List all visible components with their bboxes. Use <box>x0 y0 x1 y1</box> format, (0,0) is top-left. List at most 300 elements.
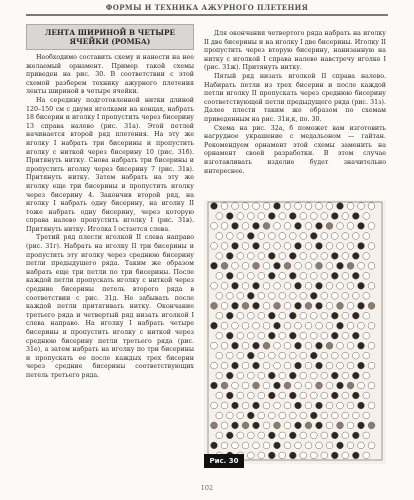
bead <box>216 372 223 379</box>
bead <box>358 223 365 230</box>
bead <box>352 233 359 240</box>
bead <box>253 203 260 210</box>
bead <box>300 412 307 419</box>
bead <box>295 302 302 309</box>
bead <box>226 332 233 339</box>
bead <box>331 233 338 240</box>
bead <box>242 243 249 250</box>
bead <box>221 322 228 329</box>
bead <box>221 422 228 429</box>
bead <box>226 292 233 299</box>
bead <box>242 422 249 429</box>
bead <box>247 233 254 240</box>
bead <box>352 372 359 379</box>
bead <box>284 362 291 369</box>
page-number: 102 <box>200 484 214 492</box>
bead <box>337 342 344 349</box>
bead <box>305 362 312 369</box>
bead <box>237 432 244 439</box>
bead <box>321 312 328 319</box>
bead <box>331 432 338 439</box>
bead <box>221 243 228 250</box>
bead <box>263 322 270 329</box>
bead <box>321 213 328 220</box>
bead <box>258 432 265 439</box>
bead <box>342 372 349 379</box>
bead <box>310 312 317 319</box>
bead <box>337 262 344 269</box>
bead <box>258 312 265 319</box>
bead <box>263 243 270 250</box>
bead <box>258 392 265 399</box>
bead <box>221 442 228 449</box>
bead <box>316 442 323 449</box>
bead <box>274 243 281 250</box>
bead <box>342 452 349 459</box>
bead <box>279 213 286 220</box>
bead <box>310 332 317 339</box>
bead <box>232 243 239 250</box>
bead <box>216 392 223 399</box>
bead <box>337 243 344 250</box>
bead <box>363 253 370 260</box>
bead <box>342 272 349 279</box>
bead <box>263 342 270 349</box>
bead <box>253 362 260 369</box>
bead <box>279 272 286 279</box>
bead <box>263 382 270 389</box>
bead <box>368 382 375 389</box>
bead <box>310 233 317 240</box>
bead <box>337 203 344 210</box>
bead <box>289 412 296 419</box>
bead <box>368 262 375 269</box>
bead <box>342 213 349 220</box>
bead <box>221 302 228 309</box>
bead <box>211 282 218 289</box>
bead <box>274 282 281 289</box>
bead <box>305 442 312 449</box>
bead <box>326 402 333 409</box>
bead <box>295 203 302 210</box>
bead <box>274 262 281 269</box>
bead <box>284 203 291 210</box>
bead <box>321 272 328 279</box>
bead <box>337 422 344 429</box>
bead <box>321 372 328 379</box>
bead <box>211 422 218 429</box>
bead <box>242 223 249 230</box>
bead <box>211 442 218 449</box>
bead <box>284 302 291 309</box>
bead <box>316 203 323 210</box>
bead <box>331 312 338 319</box>
bead <box>352 312 359 319</box>
bead <box>326 302 333 309</box>
left-column <box>26 24 194 381</box>
bead <box>316 342 323 349</box>
bead <box>232 322 239 329</box>
bead <box>300 233 307 240</box>
bead <box>253 302 260 309</box>
bead <box>232 203 239 210</box>
paragraph: Схема на рис. 32а, б поможет вам изготовить нагрудное украшение с медальоном — гайтан. Рекомендуем орнамент этой схемы заменить на орнамент своей разработки. В этом случае изготавливать изделие будет значительно интереснее. <box>204 124 386 175</box>
bead <box>226 272 233 279</box>
bead <box>211 382 218 389</box>
bead <box>279 233 286 240</box>
bead <box>232 262 239 269</box>
bead <box>226 253 233 260</box>
bead <box>316 262 323 269</box>
bead <box>242 362 249 369</box>
bead <box>258 253 265 260</box>
section-title-box <box>26 24 194 50</box>
bead <box>310 432 317 439</box>
bead <box>363 452 370 459</box>
bead <box>284 422 291 429</box>
bead <box>279 352 286 359</box>
bead <box>295 322 302 329</box>
bead <box>216 332 223 339</box>
bead <box>226 213 233 220</box>
bead <box>253 282 260 289</box>
bead <box>258 412 265 419</box>
bead <box>263 302 270 309</box>
bead <box>232 422 239 429</box>
bead <box>226 412 233 419</box>
bead <box>310 392 317 399</box>
bead <box>237 392 244 399</box>
bead <box>216 312 223 319</box>
bead <box>289 213 296 220</box>
bead <box>253 322 260 329</box>
bead <box>368 422 375 429</box>
bead <box>305 422 312 429</box>
bead <box>232 382 239 389</box>
bead <box>358 243 365 250</box>
bead <box>268 253 275 260</box>
bead <box>247 452 254 459</box>
bead <box>326 342 333 349</box>
figure-label: Рис. 30 <box>204 454 244 468</box>
bead <box>295 282 302 289</box>
bead <box>358 442 365 449</box>
bead <box>300 213 307 220</box>
bead <box>221 282 228 289</box>
bead <box>242 342 249 349</box>
right-column <box>204 30 386 176</box>
bead <box>347 282 354 289</box>
bead <box>211 402 218 409</box>
bead <box>347 382 354 389</box>
bead <box>305 203 312 210</box>
header-rule <box>26 14 388 16</box>
bead <box>358 422 365 429</box>
bead <box>279 452 286 459</box>
bead <box>363 332 370 339</box>
bead <box>342 392 349 399</box>
bead <box>253 402 260 409</box>
bead <box>368 223 375 230</box>
bead <box>247 372 254 379</box>
bead <box>268 412 275 419</box>
bead <box>232 342 239 349</box>
bead <box>342 292 349 299</box>
bead <box>326 223 333 230</box>
bead <box>342 332 349 339</box>
bead <box>347 203 354 210</box>
bead <box>274 302 281 309</box>
bead <box>363 292 370 299</box>
bead <box>237 292 244 299</box>
bead <box>253 243 260 250</box>
bead <box>279 292 286 299</box>
bead <box>253 382 260 389</box>
bead <box>316 282 323 289</box>
bead <box>305 262 312 269</box>
bead <box>347 362 354 369</box>
bead <box>263 203 270 210</box>
bead <box>284 402 291 409</box>
bead <box>305 382 312 389</box>
bead <box>289 272 296 279</box>
bead <box>284 282 291 289</box>
bead <box>352 253 359 260</box>
bead <box>279 372 286 379</box>
bead <box>337 442 344 449</box>
bead <box>310 412 317 419</box>
bead <box>347 262 354 269</box>
bead <box>326 243 333 250</box>
bead <box>221 203 228 210</box>
bead <box>342 233 349 240</box>
bead <box>211 243 218 250</box>
bead <box>274 362 281 369</box>
bead <box>268 372 275 379</box>
bead <box>310 352 317 359</box>
bead <box>300 292 307 299</box>
bead <box>274 442 281 449</box>
bead <box>284 243 291 250</box>
bead <box>342 412 349 419</box>
bead <box>274 322 281 329</box>
bead <box>352 332 359 339</box>
bead <box>342 352 349 359</box>
bead <box>300 432 307 439</box>
bead <box>247 352 254 359</box>
bead <box>274 223 281 230</box>
bead <box>247 392 254 399</box>
bead <box>268 432 275 439</box>
bead <box>363 372 370 379</box>
bead <box>342 253 349 260</box>
bead <box>331 332 338 339</box>
bead <box>295 422 302 429</box>
paragraph: Необходимо составить схему и нанести на нее желаемый орнамент. Пример такой схемы приведен на рис. 30. В соответствии с этой схемой разберем технику ажурного плетения ленты шириной в четыре ячейки. <box>26 54 194 96</box>
bead <box>300 332 307 339</box>
bead <box>221 382 228 389</box>
bead <box>268 352 275 359</box>
bead <box>221 223 228 230</box>
bead <box>326 442 333 449</box>
bead <box>363 233 370 240</box>
bead <box>216 272 223 279</box>
paragraph: На середину подготовленной нитки длиной 120–150 см с двумя иголками на концах, набрать 18 бисерин и иголку I пропустить через бисерину 13 справа налево (рис. 31а). Этой петлей начинается второй ряд плетения. На эту же иголку I набрать три бисерины и пропустить иголку с ниткой через бисерину 10 (рис. 31б). Притянуть нитку. Снова набрать три бисерины и пропустить иголку через бисерину 7 (рис. 31в). Притянуть нитку. Затем набрать на эту же иголку еще три бисерины и пропустить иголку через бисерину 4. Закончив второй ряд, на иголку I набрать одну бисерину, на иголку II тоже набрать одну бисерину, через которую справа налево пропустить иголку I (рис. 31в). Притянуть нитку. Иголка I остается слева. <box>26 96 194 233</box>
bead <box>310 292 317 299</box>
bead <box>305 342 312 349</box>
bead <box>216 432 223 439</box>
bead <box>321 352 328 359</box>
bead <box>368 243 375 250</box>
bead <box>368 402 375 409</box>
bead <box>263 262 270 269</box>
bead <box>242 282 249 289</box>
bead <box>232 402 239 409</box>
bead <box>358 203 365 210</box>
bead <box>352 452 359 459</box>
bead <box>221 362 228 369</box>
bead <box>295 262 302 269</box>
bead <box>289 233 296 240</box>
bead <box>352 272 359 279</box>
bead <box>352 432 359 439</box>
bead <box>326 422 333 429</box>
bead <box>216 412 223 419</box>
bead <box>368 302 375 309</box>
bead <box>226 312 233 319</box>
bead <box>289 292 296 299</box>
bead <box>331 452 338 459</box>
bead <box>237 213 244 220</box>
bead <box>316 362 323 369</box>
bead <box>226 372 233 379</box>
bead <box>258 372 265 379</box>
bead <box>284 322 291 329</box>
bead <box>211 223 218 230</box>
bead <box>331 292 338 299</box>
bead <box>316 302 323 309</box>
bead <box>368 442 375 449</box>
bead <box>295 382 302 389</box>
bead <box>358 322 365 329</box>
paragraph: Пятый ряд низать иголкой II справа налево. Набирать петли из трех бисерин и после каждой петли иголку II пропускать через среднюю бисерину соответствующей петли предыдущего ряда (рис. 31з). Далее плести таким же образом по схемам приведенным на рис. 31и,к, по. 30. <box>204 72 386 123</box>
bead <box>305 282 312 289</box>
bead <box>331 253 338 260</box>
bead <box>347 223 354 230</box>
paragraph: Для окончания четвертого ряда набрать на иголку II две бисерины и на иголку I две бисерины. Иголку II пропустить через вторую бисерину, нанизанную на нитку с иголкой I справа налево навстречу иголке I (рис. 31ж). Притянуть нитку. <box>204 30 386 72</box>
bead <box>300 392 307 399</box>
bead <box>337 223 344 230</box>
bead <box>242 203 249 210</box>
bead <box>347 243 354 250</box>
bead <box>321 292 328 299</box>
bead <box>316 402 323 409</box>
bead <box>337 322 344 329</box>
bead <box>295 342 302 349</box>
bead <box>279 432 286 439</box>
bead <box>237 372 244 379</box>
bead <box>247 412 254 419</box>
bead <box>363 392 370 399</box>
bead <box>263 442 270 449</box>
bead <box>253 262 260 269</box>
bead <box>242 322 249 329</box>
bead <box>363 272 370 279</box>
bead <box>310 452 317 459</box>
bead <box>342 432 349 439</box>
bead <box>321 432 328 439</box>
bead <box>216 292 223 299</box>
bead <box>347 322 354 329</box>
bead <box>310 372 317 379</box>
bead <box>216 213 223 220</box>
bead <box>300 272 307 279</box>
bead <box>263 402 270 409</box>
bead <box>211 262 218 269</box>
bead <box>289 372 296 379</box>
bead-pattern-diagram <box>204 200 386 464</box>
bead <box>253 422 260 429</box>
bead <box>300 452 307 459</box>
bead <box>268 213 275 220</box>
bead <box>258 452 265 459</box>
bead <box>237 312 244 319</box>
bead <box>226 392 233 399</box>
bead <box>284 442 291 449</box>
bead <box>274 382 281 389</box>
bead <box>347 422 354 429</box>
bead <box>331 392 338 399</box>
bead <box>331 412 338 419</box>
bead <box>300 372 307 379</box>
bead <box>242 402 249 409</box>
bead <box>221 402 228 409</box>
bead <box>268 332 275 339</box>
bead <box>226 352 233 359</box>
bead <box>331 372 338 379</box>
bead <box>305 243 312 250</box>
bead <box>226 233 233 240</box>
bead <box>258 292 265 299</box>
section-title-line-2: ЯЧЕЙКИ (РОМБА) <box>69 37 151 46</box>
bead <box>295 362 302 369</box>
bead <box>289 352 296 359</box>
bead <box>211 203 218 210</box>
bead <box>284 342 291 349</box>
bead <box>305 402 312 409</box>
bead <box>284 382 291 389</box>
bead <box>300 352 307 359</box>
bead <box>226 432 233 439</box>
bead <box>237 253 244 260</box>
bead <box>211 362 218 369</box>
bead <box>321 392 328 399</box>
bead <box>310 272 317 279</box>
bead <box>295 223 302 230</box>
bead <box>295 402 302 409</box>
bead <box>347 342 354 349</box>
bead <box>310 253 317 260</box>
bead <box>237 272 244 279</box>
bead <box>253 223 260 230</box>
bead <box>326 282 333 289</box>
bead <box>358 342 365 349</box>
bead <box>352 392 359 399</box>
bead <box>368 203 375 210</box>
bead <box>310 213 317 220</box>
running-title: ФОРМЫ И ТЕХНИКА АЖУРНОГО ПЛЕТЕНИЯ <box>105 3 309 12</box>
bead <box>326 362 333 369</box>
